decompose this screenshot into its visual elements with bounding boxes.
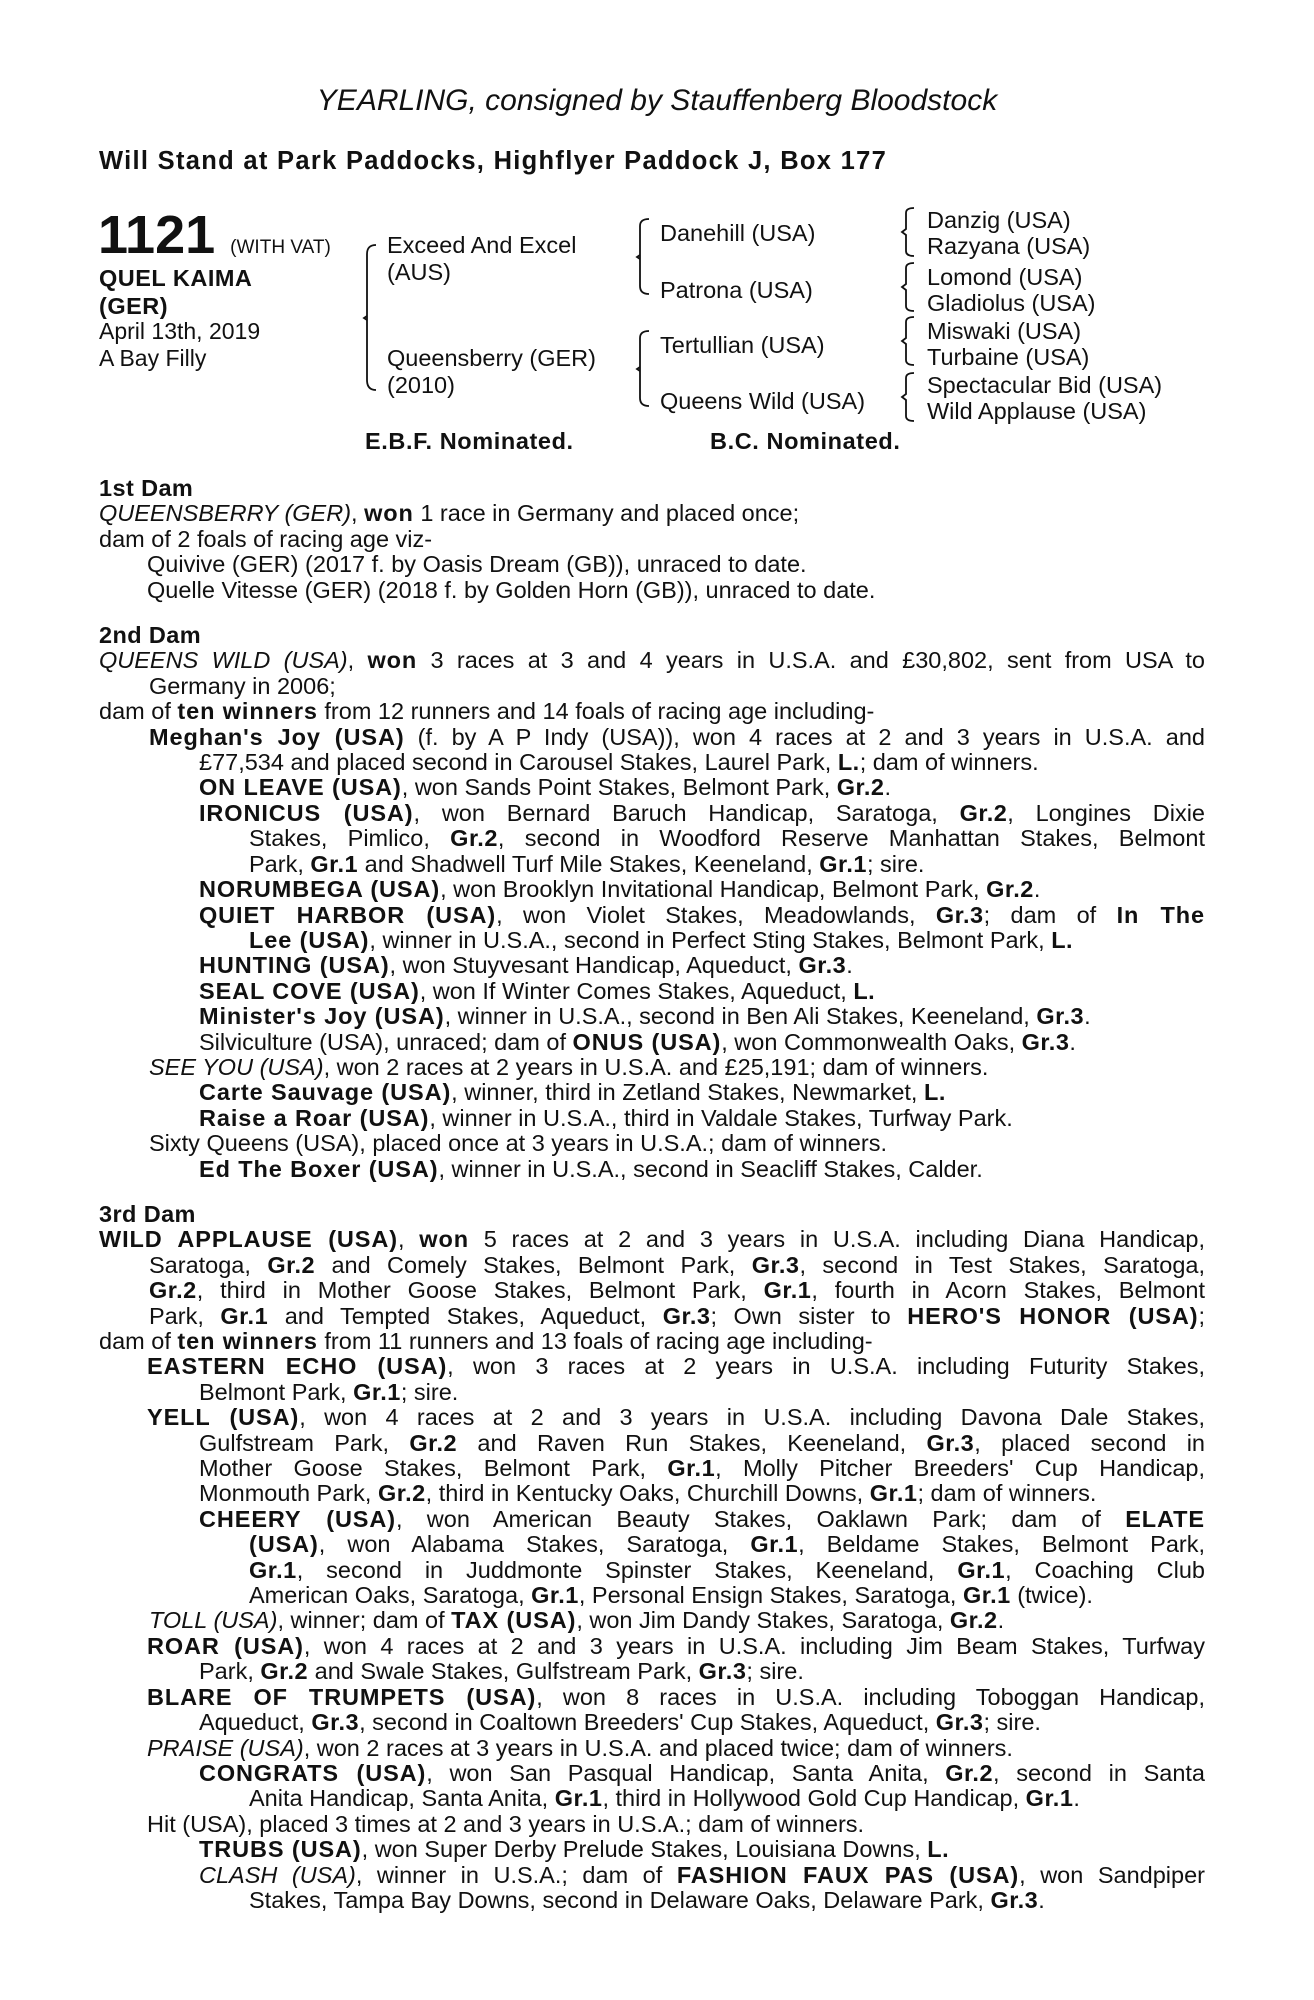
horse-cheery: CHEERY (USA) <box>199 1505 396 1532</box>
entry-ironicus-3: Park, Gr.1 and Shadwell Turf Mile Stakes, Keeneland, Gr.1; sire. <box>249 850 925 877</box>
entry-ministers-joy: Minister's Joy (USA), winner in U.S.A., second in Ben Ali Stakes, Keeneland, Gr.3. <box>199 1003 1091 1030</box>
horse-quiet-harbor: QUIET HARBOR (USA) <box>199 901 497 928</box>
entry-norumbega: NORUMBEGA (USA), won Brooklyn Invitational Handicap, Belmont Park, Gr.2. <box>199 876 1041 903</box>
entry-ironicus-2: Stakes, Pimlico, Gr.2, second in Woodford Reserve Manhattan Stakes, Belmont <box>249 825 1205 852</box>
first-dam-progeny-1: Quivive (GER) (2017 f. by Oasis Dream (GB)), unraced to date. <box>147 551 807 578</box>
second-dam-name: QUEENS WILD (USA) <box>99 647 348 674</box>
entry-toll: TOLL (USA), winner; dam of TAX (USA), won Jim Dandy Stakes, Saratoga, Gr.2. <box>149 1607 1005 1634</box>
consignment-title: YEARLING, consigned by Stauffenberg Bloodstock <box>316 84 998 117</box>
ten-winners: ten winners <box>177 1328 318 1354</box>
horse-eastern-echo: EASTERN ECHO (USA) <box>147 1353 448 1380</box>
horse-raise-a-roar: Raise a Roar (USA) <box>199 1104 430 1131</box>
horse-norumbega: NORUMBEGA (USA) <box>199 876 441 903</box>
entry-blare-of-trumpets: BLARE OF TRUMPETS (USA), won 8 races in U.S.A. including Toboggan Handicap, <box>147 1683 1205 1710</box>
horse-roar: ROAR (USA) <box>147 1632 304 1659</box>
third-dam-produce: dam of ten winners from 11 runners and 13 foals of racing age including- <box>99 1328 873 1354</box>
horse-yell: YELL (USA) <box>147 1404 300 1431</box>
entry-roar: ROAR (USA), won 4 races at 2 and 3 years in U.S.A. including Jim Beam Stakes, Turfway <box>147 1632 1206 1659</box>
horse-details <box>99 318 260 372</box>
horse-hunting: HUNTING (USA) <box>199 952 390 979</box>
entry-ironicus: IRONICUS (USA), won Bernard Baruch Handicap, Saratoga, Gr.2, Longines Dixie <box>199 799 1205 826</box>
entry-meghans-joy: Meghan's Joy (USA) (f. by A P Indy (USA)), won 4 races at 2 and 3 years in U.S.A. and <box>149 723 1205 750</box>
first-dam-foals: dam of 2 foals of racing age viz- <box>99 525 433 552</box>
entry-quiet-harbor: QUIET HARBOR (USA), won Violet Stakes, Meadowlands, Gr.3; dam of In The <box>199 901 1206 928</box>
pedigree-ddd: Wild Applause (USA) <box>927 398 1147 424</box>
entry-clash-2: Stakes, Tampa Bay Downs, second in Delaware Oaks, Delaware Park, Gr.3. <box>249 1886 1045 1913</box>
first-dam-progeny-2: Quelle Vitesse (GER) (2018 f. by Golden Horn (GB)), unraced to date. <box>147 576 876 603</box>
entry-yell: YELL (USA), won 4 races at 2 and 3 years in U.S.A. including Davona Dale Stakes, <box>147 1404 1205 1431</box>
stand-location: Will Stand at Park Paddocks, Highflyer Paddock J, Box 177 <box>99 147 888 175</box>
entry-blare-of-trumpets-2: Aqueduct, Gr.3, second in Coaltown Breeders' Cup Stakes, Aqueduct, Gr.3; sire. <box>199 1709 1041 1736</box>
horse-toll: TOLL (USA) <box>149 1607 278 1634</box>
third-dam-record-4: Park, Gr.1 and Tempted Stakes, Aqueduct, Gr.3; Own sister to HERO'S HONOR (USA); <box>149 1302 1206 1329</box>
vat-label: (WITH VAT) <box>230 237 331 258</box>
pedigree-ssd: Razyana (USA) <box>927 233 1091 259</box>
horse-name-line1: QUEL KAIMA <box>99 265 253 291</box>
pedigree-bracket-dd <box>902 372 916 422</box>
horse-blare-of-trumpets: BLARE OF TRUMPETS (USA) <box>147 1683 537 1710</box>
pedigree-sds: Lomond (USA) <box>927 264 1083 290</box>
first-dam-heading: 1st Dam <box>99 475 194 501</box>
sire-sire: Danehill (USA) <box>660 220 816 246</box>
second-dam-record-1: QUEENS WILD (USA), won 3 races at 3 and 4 years in U.S.A. and £30,802, sent from USA to <box>99 647 1205 674</box>
sire <box>387 232 576 286</box>
entry-roar-2: Park, Gr.2 and Swale Stakes, Gulfstream Park, Gr.3; sire. <box>199 1658 804 1685</box>
entry-quiet-harbor-2: Lee (USA), winner in U.S.A., second in Perfect Sting Stakes, Belmont Park, L. <box>249 926 1074 953</box>
third-dam-name: WILD APPLAUSE (USA) <box>99 1226 398 1253</box>
first-dam-record: QUEENSBERRY (GER), won 1 race in Germany and placed once; <box>99 500 800 527</box>
horse-ed-the-boxer: Ed The Boxer (USA) <box>199 1155 439 1182</box>
entry-see-you: SEE YOU (USA), won 2 races at 2 years in U.S.A. and £25,191; dam of winners. <box>149 1053 989 1080</box>
horse-fashion-faux-pas: FASHION FAUX PAS (USA) <box>676 1861 1020 1888</box>
horse-congrats: CONGRATS (USA) <box>199 1759 427 1786</box>
pedigree-notes <box>99 476 1205 1913</box>
entry-on-leave: ON LEAVE (USA), won Sands Point Stakes, Belmont Park, Gr.2. <box>199 774 892 801</box>
entry-cheery-3: Gr.1, second in Juddmonte Spinster Stakes, Keeneland, Gr.1, Coaching Club <box>249 1556 1205 1583</box>
horse-tax: TAX (USA) <box>451 1607 577 1634</box>
foaling-date: April 13th, 2019 <box>99 318 261 344</box>
dam-dam: Queens Wild (USA) <box>660 388 866 414</box>
entry-silviculture: Silviculture (USA), unraced; dam of ONUS (USA), won Commonwealth Oaks, Gr.3. <box>199 1028 1076 1055</box>
pedigree-dds: Spectacular Bid (USA) <box>927 372 1163 398</box>
horse-praise: PRAISE (USA) <box>147 1734 304 1761</box>
entry-clash: CLASH (USA), winner in U.S.A.; dam of FASHION FAUX PAS (USA), won Sandpiper <box>199 1861 1205 1888</box>
entry-congrats: CONGRATS (USA), won San Pasqual Handicap, Santa Anita, Gr.2, second in Santa <box>199 1759 1206 1786</box>
entry-trubs: TRUBS (USA), won Super Derby Prelude Stakes, Louisiana Downs, L. <box>199 1836 950 1863</box>
entry-seal-cove: SEAL COVE (USA), won If Winter Comes Stakes, Aqueduct, L. <box>199 977 876 1004</box>
pedigree-bracket-sire <box>637 218 651 296</box>
pedigree-sdd: Gladiolus (USA) <box>927 290 1096 316</box>
horse-name <box>99 264 252 320</box>
entry-sixty-queens: Sixty Queens (USA), placed once at 3 years in U.S.A.; dam of winners. <box>149 1130 887 1157</box>
lot-number <box>98 205 331 265</box>
horse-trubs: TRUBS (USA) <box>199 1836 362 1863</box>
third-dam-heading: 3rd Dam <box>99 1200 196 1227</box>
sire-dam: Patrona (USA) <box>660 277 813 303</box>
pedigree-bracket-ss <box>902 207 916 257</box>
dam-line1: Queensberry (GER) <box>387 345 596 371</box>
entry-meghans-joy-2: £77,534 and placed second in Carousel Stakes, Laurel Park, L.; dam of winners. <box>199 749 1039 776</box>
won-label: won <box>364 500 414 527</box>
horse-meghans-joy: Meghan's Joy (USA) <box>149 723 405 750</box>
second-dam-heading: 2nd Dam <box>99 622 202 649</box>
dam <box>387 345 596 399</box>
horse-see-you: SEE YOU (USA) <box>149 1053 324 1080</box>
ten-winners: ten winners <box>177 698 318 725</box>
horse-heros-honor: HERO'S HONOR (USA) <box>907 1302 1199 1329</box>
ebf-nomination: E.B.F. Nominated. <box>365 428 574 454</box>
second-dam-produce: dam of ten winners from 12 runners and 14 foals of racing age including- <box>99 698 875 725</box>
won-label: won <box>367 647 418 674</box>
entry-yell-2: Gulfstream Park, Gr.2 and Raven Run Stakes, Keeneland, Gr.3, placed second in <box>199 1429 1205 1456</box>
lot-number-value: 1121 <box>98 205 216 265</box>
sire-line2: (AUS) <box>387 259 451 285</box>
entry-yell-3: Mother Goose Stakes, Belmont Park, Gr.1, Molly Pitcher Breeders' Cup Handicap, <box>199 1455 1206 1482</box>
second-dam-record-2: Germany in 2006; <box>149 672 336 699</box>
dam-line2: (2010) <box>387 372 455 398</box>
pedigree-bracket-main <box>364 244 378 392</box>
horse-ministers-joy: Minister's Joy (USA) <box>199 1003 445 1030</box>
pedigree-dsd: Turbaine (USA) <box>927 344 1090 370</box>
horse-on-leave: ON LEAVE (USA) <box>199 774 402 801</box>
horse-description: A Bay Filly <box>99 345 207 371</box>
pedigree-bracket-sd <box>902 262 916 312</box>
entry-eastern-echo-2: Belmont Park, Gr.1; sire. <box>199 1378 459 1405</box>
entry-yell-4: Monmouth Park, Gr.2, third in Kentucky Oaks, Churchill Downs, Gr.1; dam of winners. <box>199 1480 1097 1507</box>
entry-hunting: HUNTING (USA), won Stuyvesant Handicap, Aqueduct, Gr.3. <box>199 952 853 979</box>
entry-cheery: CHEERY (USA), won American Beauty Stakes, Oaklawn Park; dam of ELATE <box>199 1505 1205 1532</box>
entry-eastern-echo: EASTERN ECHO (USA), won 3 races at 2 years in U.S.A. including Futurity Stakes, <box>147 1353 1205 1380</box>
entry-cheery-2: (USA), won Alabama Stakes, Saratoga, Gr.1, Beldame Stakes, Belmont Park, <box>249 1531 1205 1558</box>
entry-cheery-4: American Oaks, Saratoga, Gr.1, Personal Ensign Stakes, Saratoga, Gr.1 (twice). <box>249 1582 1093 1609</box>
entry-hit: Hit (USA), placed 3 times at 2 and 3 years in U.S.A.; dam of winners. <box>147 1810 865 1837</box>
third-dam-record-1: WILD APPLAUSE (USA), won 5 races at 2 and 3 years in U.S.A. including Diana Handicap, <box>99 1226 1205 1253</box>
sire-line1: Exceed And Excel <box>387 232 577 258</box>
entry-raise-a-roar: Raise a Roar (USA), winner in U.S.A., third in Valdale Stakes, Turfway Park. <box>199 1104 1013 1131</box>
horse-elate: ELATE <box>1125 1505 1205 1532</box>
horse-clash: CLASH (USA) <box>199 1861 356 1888</box>
pedigree-dss: Miswaki (USA) <box>927 318 1082 344</box>
pedigree-bracket-ds <box>902 316 916 366</box>
entry-congrats-2: Anita Handicap, Santa Anita, Gr.1, third in Hollywood Gold Cup Handicap, Gr.1. <box>249 1785 1080 1812</box>
pedigree-bracket-dam <box>637 330 651 408</box>
entry-ed-the-boxer: Ed The Boxer (USA), winner in U.S.A., second in Seacliff Stakes, Calder. <box>199 1155 983 1182</box>
third-dam-record-3: Gr.2, third in Mother Goose Stakes, Belmont Park, Gr.1, fourth in Acorn Stakes, Belmont <box>149 1277 1206 1304</box>
horse-ironicus: IRONICUS (USA) <box>199 799 414 826</box>
horse-carte-sauvage: Carte Sauvage (USA) <box>199 1079 452 1106</box>
horse-seal-cove: SEAL COVE (USA) <box>199 977 420 1004</box>
bc-nomination: B.C. Nominated. <box>710 428 901 454</box>
first-dam-name: QUEENSBERRY (GER) <box>99 500 352 527</box>
dam-sire: Tertullian (USA) <box>660 332 825 358</box>
horse-name-line2: (GER) <box>99 293 169 319</box>
entry-praise: PRAISE (USA), won 2 races at 3 years in U.S.A. and placed twice; dam of winners. <box>147 1734 1013 1761</box>
pedigree-sss: Danzig (USA) <box>927 207 1071 233</box>
entry-carte-sauvage: Carte Sauvage (USA), winner, third in Zetland Stakes, Newmarket, L. <box>199 1079 946 1106</box>
won-label: won <box>419 1226 469 1253</box>
first-dam-record-text: 1 race in Germany and placed once; <box>413 500 800 527</box>
third-dam-record-2: Saratoga, Gr.2 and Comely Stakes, Belmont Park, Gr.3, second in Test Stakes, Saratoga, <box>149 1251 1206 1278</box>
